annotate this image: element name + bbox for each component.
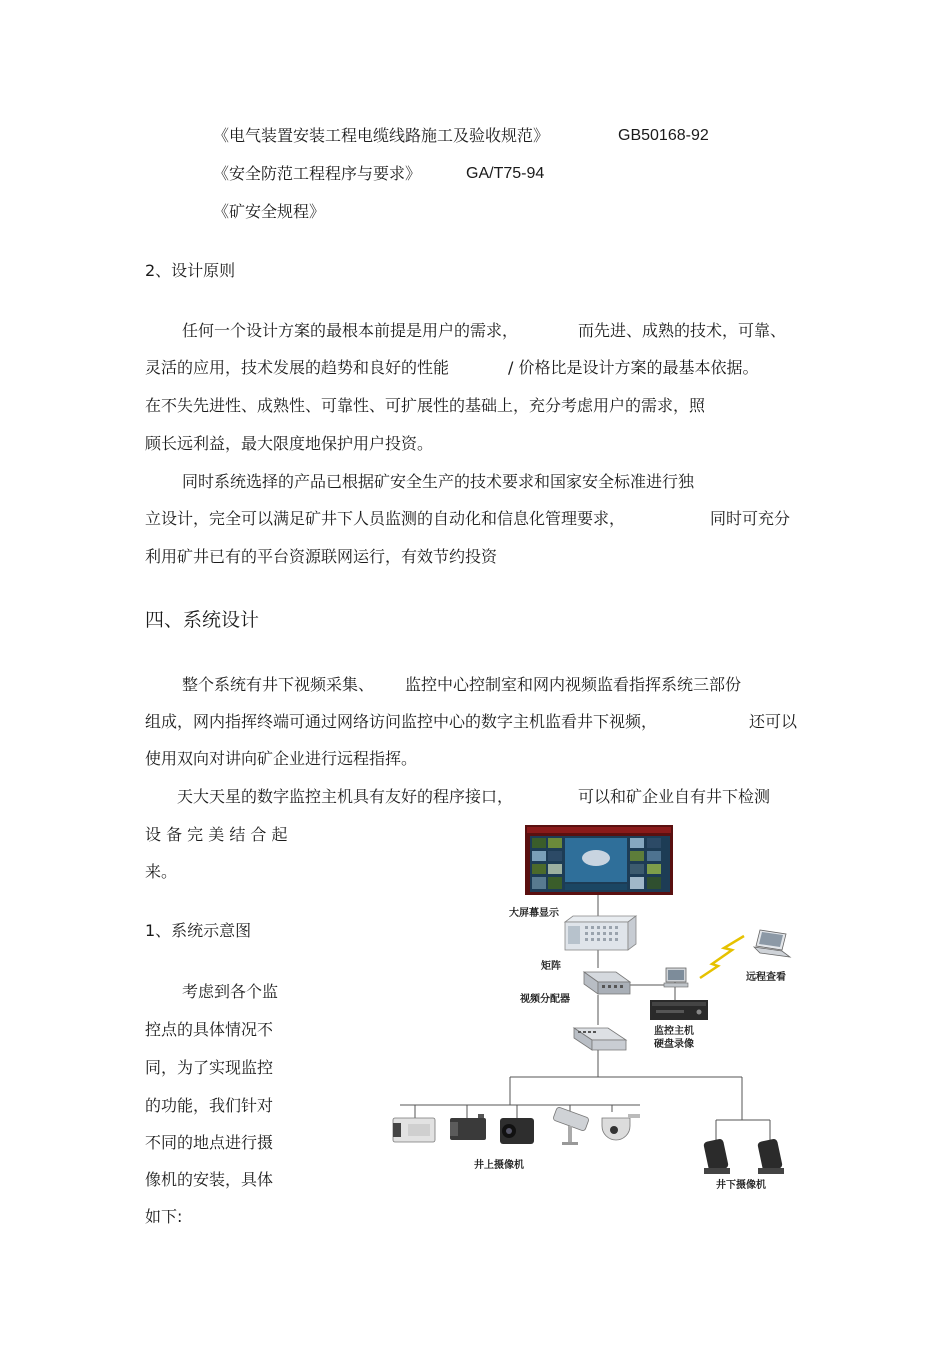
explosion-proof-camera-icon	[703, 1138, 730, 1174]
host-label: 监控主机	[654, 1026, 694, 1037]
paragraph-line: 同时可充分	[710, 509, 791, 528]
paragraph-line: 来。	[145, 862, 178, 881]
video-splitter-icon	[584, 972, 630, 994]
paragraph-line: 顾长远利益，最大限度地保护用户投资。	[145, 434, 434, 453]
paragraph-line: 而先进、成熟的技术，可靠、	[578, 321, 787, 340]
paragraph-line: 像机的安装，具体	[145, 1170, 274, 1189]
system-diagram	[380, 815, 870, 1205]
paragraph-line: 不同的地点进行摄	[145, 1133, 274, 1152]
reference-code-1: GB50168-92	[618, 127, 709, 144]
network-switch-icon	[574, 1028, 626, 1050]
matrix-switcher-icon	[565, 916, 636, 950]
system-diagram-heading: 1、系统示意图	[145, 921, 252, 940]
paragraph-line: 同时系统选择的产品已根据矿安全生产的技术要求和国家安全标准进行独	[182, 472, 695, 491]
paragraph-line: 在不失先进性、成熟性、可靠性、可扩展性的基础上，充分考虑用户的需求，照	[145, 396, 706, 415]
paragraph-line: 任何一个设计方案的最根本前提是用户的需求，	[182, 321, 519, 340]
video-distributor-label: 视频分配器	[520, 994, 570, 1005]
dvr-label: 硬盘录像	[654, 1039, 694, 1050]
paragraph-line: 利用矿井已有的平台资源联网运行，有效节约投资	[145, 547, 498, 566]
reference-title-1: 《电气装置安装工程电缆线路施工及验收规范》	[213, 126, 550, 145]
paragraph-line: / 价格比是设计方案的最基本依据。	[508, 358, 759, 377]
paragraph-line: 整个系统有井下视频采集、	[182, 675, 375, 694]
paragraph-line: 的功能，我们针对	[145, 1096, 274, 1115]
paragraph-line: 控点的具体情况不	[145, 1020, 274, 1039]
system-design-heading: 四、系统设计	[145, 609, 260, 631]
paragraph-line: 如下:	[145, 1207, 183, 1226]
video-wall-icon	[525, 825, 673, 895]
paragraph-line: 使用双向对讲向矿企业进行远程指挥。	[145, 749, 418, 768]
paragraph-line: 监控中心控制室和网内视频监看指挥系统三部份	[405, 675, 742, 694]
box-camera-icon	[393, 1118, 435, 1142]
reference-title-3: 《矿安全规程》	[213, 202, 326, 221]
design-principle-heading: 2、设计原则	[145, 261, 236, 280]
paragraph-line: 还可以	[749, 712, 798, 731]
underground-cameras-label: 井下摄像机	[716, 1180, 766, 1191]
reference-code-2: GA/T75-94	[466, 165, 545, 182]
paragraph-line: 灵活的应用，技术发展的趋势和良好的性能	[145, 358, 450, 377]
bullet-camera-icon	[553, 1107, 590, 1145]
explosion-proof-camera-icon	[757, 1138, 784, 1174]
bullet-camera-icon	[500, 1118, 534, 1144]
pc-terminal-icon	[664, 968, 688, 987]
bullet-camera-icon	[450, 1114, 486, 1140]
wireless-link-icon	[700, 936, 744, 978]
paragraph-line: 同，为了实现监控	[145, 1058, 274, 1077]
paragraph-line: 天大天星的数字监控主机具有友好的程序接口，	[177, 787, 514, 806]
laptop-icon	[754, 930, 790, 957]
paragraph-line: 考虑到各个监	[182, 982, 279, 1001]
dvr-icon	[650, 1000, 708, 1020]
paragraph-line: 立设计，完全可以满足矿井下人员监测的自动化和信息化管理要求，	[145, 509, 626, 528]
matrix-label: 矩阵	[541, 961, 561, 972]
reference-title-2: 《安全防范工程程序与要求》	[213, 164, 422, 183]
paragraph-line: 可以和矿企业自有井下检测	[578, 787, 771, 806]
paragraph-line: 组成，网内指挥终端可通过网络访问监控中心的数字主机监看井下视频，	[145, 712, 658, 731]
big-screen-label: 大屏幕显示	[509, 908, 559, 919]
surface-cameras-label: 井上摄像机	[474, 1160, 524, 1171]
dome-camera-icon	[602, 1114, 640, 1140]
remote-view-label: 远程查看	[746, 972, 786, 983]
paragraph-line: 设 备 完 美 结 合 起	[145, 825, 288, 844]
